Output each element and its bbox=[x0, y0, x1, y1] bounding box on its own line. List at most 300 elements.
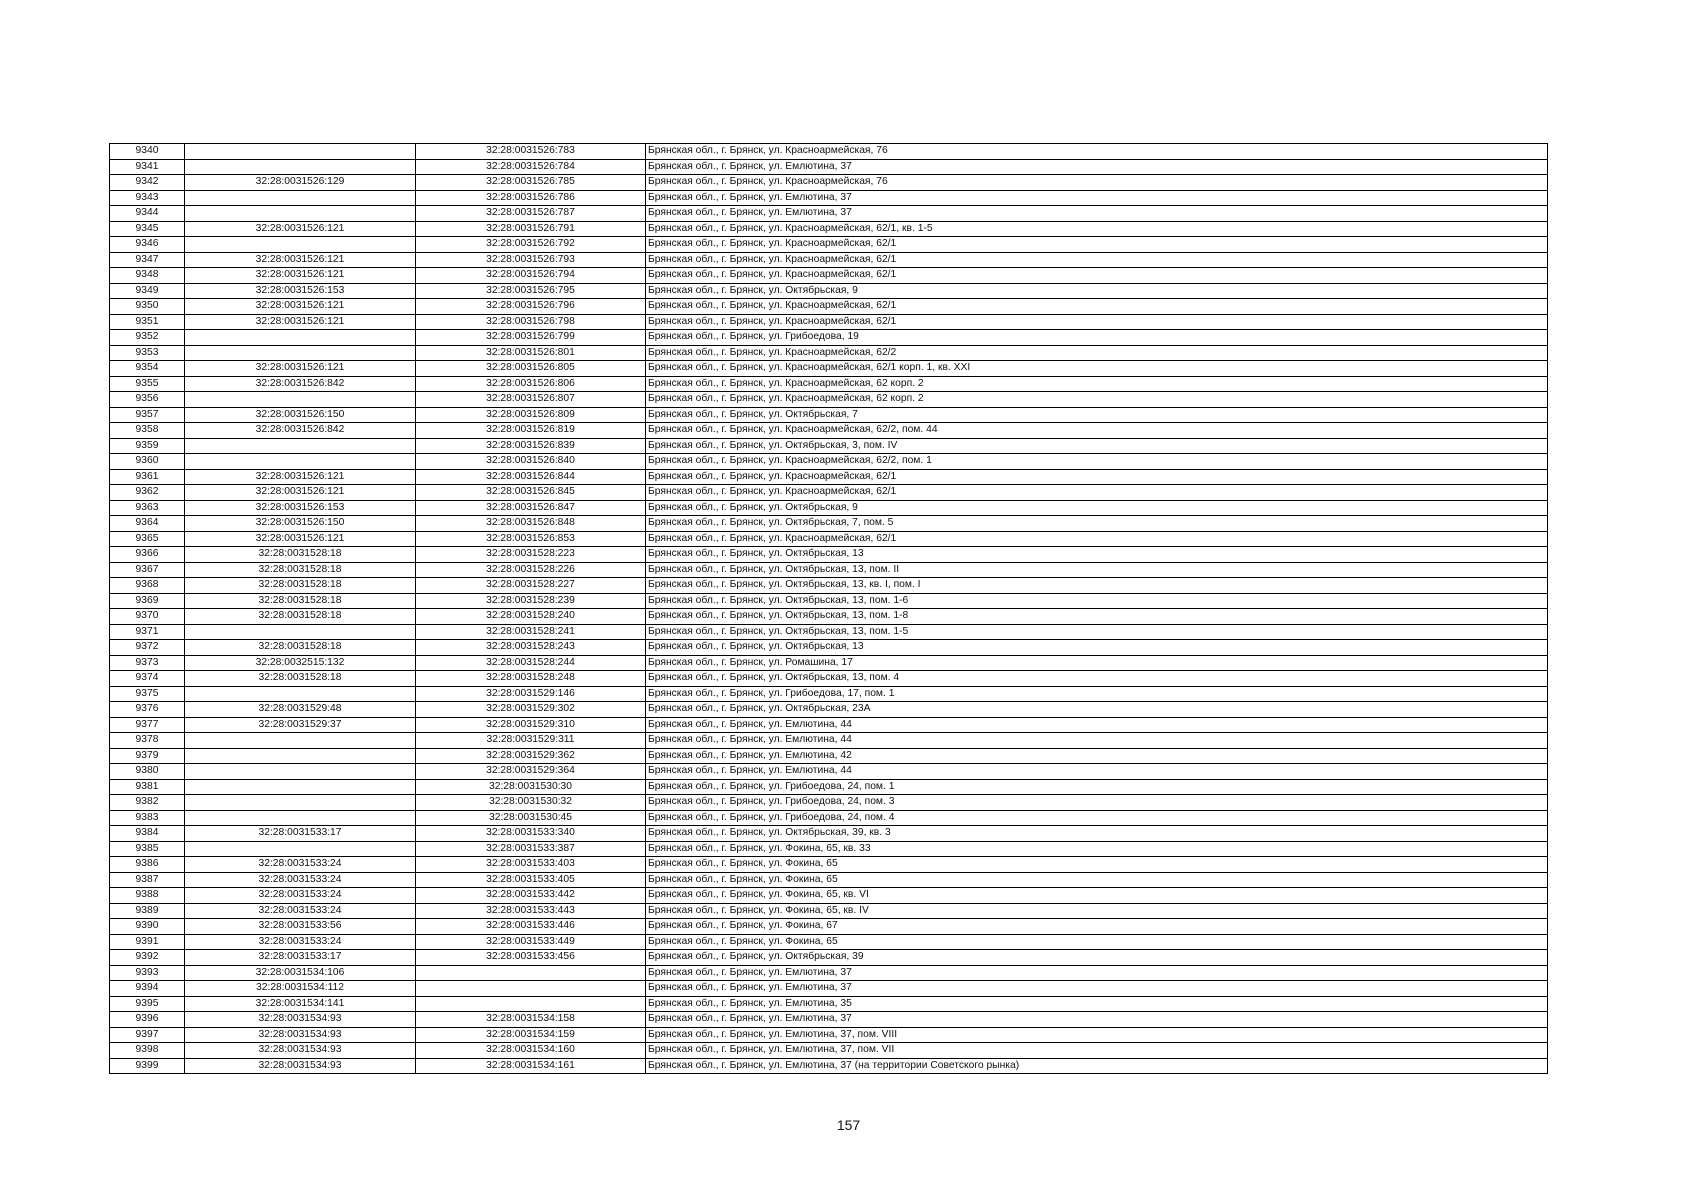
object-cadastral-number-cell: 32:28:0031526:840 bbox=[416, 454, 646, 470]
row-number-cell: 9392 bbox=[110, 950, 185, 966]
land-cadastral-number-cell: 32:28:0031533:56 bbox=[185, 919, 416, 935]
address-cell: Брянская обл., г. Брянск, ул. Красноармейская, 62/1 bbox=[646, 531, 1548, 547]
land-cadastral-number-cell: 32:28:0031528:18 bbox=[185, 578, 416, 594]
object-cadastral-number-cell: 32:28:0031526:785 bbox=[416, 175, 646, 191]
table-row bbox=[110, 190, 1548, 206]
land-cadastral-number-cell bbox=[185, 733, 416, 749]
row-number-cell: 9383 bbox=[110, 810, 185, 826]
object-cadastral-number-cell bbox=[416, 965, 646, 981]
row-number-cell: 9370 bbox=[110, 609, 185, 625]
address-cell: Брянская обл., г. Брянск, ул. Октябрьская, 13, пом. II bbox=[646, 562, 1548, 578]
row-number-cell: 9359 bbox=[110, 438, 185, 454]
land-cadastral-number-cell: 32:28:0031526:153 bbox=[185, 283, 416, 299]
object-cadastral-number-cell: 32:28:0031529:364 bbox=[416, 764, 646, 780]
address-cell: Брянская обл., г. Брянск, ул. Грибоедова, 24, пом. 1 bbox=[646, 779, 1548, 795]
land-cadastral-number-cell bbox=[185, 144, 416, 160]
table-row bbox=[110, 764, 1548, 780]
table-row bbox=[110, 283, 1548, 299]
row-number-cell: 9340 bbox=[110, 144, 185, 160]
land-cadastral-number-cell bbox=[185, 206, 416, 222]
address-cell: Брянская обл., г. Брянск, ул. Октябрьская, 13, пом. 1-8 bbox=[646, 609, 1548, 625]
address-cell: Брянская обл., г. Брянск, ул. Фокина, 65 bbox=[646, 872, 1548, 888]
address-cell: Брянская обл., г. Брянск, ул. Красноармейская, 76 bbox=[646, 175, 1548, 191]
address-cell: Брянская обл., г. Брянск, ул. Октябрьская, 39, кв. 3 bbox=[646, 826, 1548, 842]
table-row bbox=[110, 438, 1548, 454]
row-number-cell: 9355 bbox=[110, 376, 185, 392]
address-cell: Брянская обл., г. Брянск, ул. Красноармейская, 62/1 bbox=[646, 237, 1548, 253]
object-cadastral-number-cell: 32:28:0031530:30 bbox=[416, 779, 646, 795]
address-cell: Брянская обл., г. Брянск, ул. Октябрьская, 23А bbox=[646, 702, 1548, 718]
address-cell: Брянская обл., г. Брянск, ул. Емлютина, 37 bbox=[646, 981, 1548, 997]
object-cadastral-number-cell: 32:28:0031533:405 bbox=[416, 872, 646, 888]
row-number-cell: 9366 bbox=[110, 547, 185, 563]
address-cell: Брянская обл., г. Брянск, ул. Фокина, 65, кв. 33 bbox=[646, 841, 1548, 857]
row-number-cell: 9362 bbox=[110, 485, 185, 501]
table-row bbox=[110, 485, 1548, 501]
address-cell: Брянская обл., г. Брянск, ул. Октябрьская, 13, кв. I, пом. I bbox=[646, 578, 1548, 594]
row-number-cell: 9356 bbox=[110, 392, 185, 408]
address-cell: Брянская обл., г. Брянск, ул. Ромашина, 17 bbox=[646, 655, 1548, 671]
land-cadastral-number-cell: 32:28:0031533:24 bbox=[185, 934, 416, 950]
address-cell: Брянская обл., г. Брянск, ул. Фокина, 65, кв. VI bbox=[646, 888, 1548, 904]
row-number-cell: 9342 bbox=[110, 175, 185, 191]
address-cell: Брянская обл., г. Брянск, ул. Емлютина, 37 (на территории Советского рынка) bbox=[646, 1058, 1548, 1074]
object-cadastral-number-cell: 32:28:0031530:32 bbox=[416, 795, 646, 811]
row-number-cell: 9346 bbox=[110, 237, 185, 253]
table-row bbox=[110, 609, 1548, 625]
object-cadastral-number-cell: 32:28:0031528:241 bbox=[416, 624, 646, 640]
table-row bbox=[110, 671, 1548, 687]
address-cell: Брянская обл., г. Брянск, ул. Красноармейская, 62/2, пом. 1 bbox=[646, 454, 1548, 470]
address-cell: Брянская обл., г. Брянск, ул. Красноармейская, 62/2 bbox=[646, 345, 1548, 361]
address-cell: Брянская обл., г. Брянск, ул. Емлютина, 37 bbox=[646, 159, 1548, 175]
page-number: 157 bbox=[836, 1117, 861, 1133]
row-number-cell: 9390 bbox=[110, 919, 185, 935]
land-cadastral-number-cell bbox=[185, 841, 416, 857]
row-number-cell: 9380 bbox=[110, 764, 185, 780]
object-cadastral-number-cell: 32:28:0031526:809 bbox=[416, 407, 646, 423]
row-number-cell: 9374 bbox=[110, 671, 185, 687]
table-row bbox=[110, 314, 1548, 330]
address-cell: Брянская обл., г. Брянск, ул. Фокина, 65 bbox=[646, 857, 1548, 873]
land-cadastral-number-cell: 32:28:0031534:106 bbox=[185, 965, 416, 981]
row-number-cell: 9365 bbox=[110, 531, 185, 547]
table-row bbox=[110, 981, 1548, 997]
land-cadastral-number-cell bbox=[185, 438, 416, 454]
table-row bbox=[110, 888, 1548, 904]
object-cadastral-number-cell: 32:28:0031526:844 bbox=[416, 469, 646, 485]
land-cadastral-number-cell: 32:28:0031534:93 bbox=[185, 1027, 416, 1043]
row-number-cell: 9379 bbox=[110, 748, 185, 764]
object-cadastral-number-cell: 32:28:0031533:449 bbox=[416, 934, 646, 950]
address-cell: Брянская обл., г. Брянск, ул. Емлютина, 44 bbox=[646, 717, 1548, 733]
object-cadastral-number-cell: 32:28:0031529:310 bbox=[416, 717, 646, 733]
land-cadastral-number-cell: 32:28:0031526:121 bbox=[185, 361, 416, 377]
object-cadastral-number-cell: 32:28:0031528:244 bbox=[416, 655, 646, 671]
land-cadastral-number-cell: 32:28:0031528:18 bbox=[185, 593, 416, 609]
land-cadastral-number-cell: 32:28:0031534:93 bbox=[185, 1043, 416, 1059]
object-cadastral-number-cell: 32:28:0031529:302 bbox=[416, 702, 646, 718]
address-cell: Брянская обл., г. Брянск, ул. Емлютина, 44 bbox=[646, 764, 1548, 780]
land-cadastral-number-cell: 32:28:0031526:129 bbox=[185, 175, 416, 191]
land-cadastral-number-cell: 32:28:0031533:24 bbox=[185, 903, 416, 919]
address-cell: Брянская обл., г. Брянск, ул. Красноармейская, 62/1, кв. 1-5 bbox=[646, 221, 1548, 237]
land-cadastral-number-cell: 32:28:0031534:112 bbox=[185, 981, 416, 997]
object-cadastral-number-cell: 32:28:0031526:807 bbox=[416, 392, 646, 408]
address-cell: Брянская обл., г. Брянск, ул. Октябрьская, 13 bbox=[646, 547, 1548, 563]
row-number-cell: 9368 bbox=[110, 578, 185, 594]
address-cell: Брянская обл., г. Брянск, ул. Красноармейская, 62 корп. 2 bbox=[646, 392, 1548, 408]
land-cadastral-number-cell bbox=[185, 764, 416, 780]
table-row bbox=[110, 1027, 1548, 1043]
address-cell: Брянская обл., г. Брянск, ул. Емлютина, 37 bbox=[646, 190, 1548, 206]
object-cadastral-number-cell: 32:28:0031526:793 bbox=[416, 252, 646, 268]
address-cell: Брянская обл., г. Брянск, ул. Красноармейская, 62/1 bbox=[646, 485, 1548, 501]
object-cadastral-number-cell bbox=[416, 981, 646, 997]
address-cell: Брянская обл., г. Брянск, ул. Октябрьская, 13, пом. 1-5 bbox=[646, 624, 1548, 640]
table-row bbox=[110, 159, 1548, 175]
row-number-cell: 9367 bbox=[110, 562, 185, 578]
land-cadastral-number-cell bbox=[185, 237, 416, 253]
row-number-cell: 9373 bbox=[110, 655, 185, 671]
object-cadastral-number-cell: 32:28:0031533:456 bbox=[416, 950, 646, 966]
table-row bbox=[110, 950, 1548, 966]
table-row bbox=[110, 299, 1548, 315]
land-cadastral-number-cell: 32:28:0031526:150 bbox=[185, 407, 416, 423]
land-cadastral-number-cell: 32:28:0031533:24 bbox=[185, 857, 416, 873]
address-cell: Брянская обл., г. Брянск, ул. Красноармейская, 62/2, пом. 44 bbox=[646, 423, 1548, 439]
object-cadastral-number-cell: 32:28:0031526:847 bbox=[416, 500, 646, 516]
table-row bbox=[110, 872, 1548, 888]
land-cadastral-number-cell: 32:28:0031529:48 bbox=[185, 702, 416, 718]
row-number-cell: 9358 bbox=[110, 423, 185, 439]
address-cell: Брянская обл., г. Брянск, ул. Красноармейская, 62/1 bbox=[646, 252, 1548, 268]
object-cadastral-number-cell: 32:28:0031533:387 bbox=[416, 841, 646, 857]
table-row bbox=[110, 175, 1548, 191]
object-cadastral-number-cell: 32:28:0031526:786 bbox=[416, 190, 646, 206]
address-cell: Брянская обл., г. Брянск, ул. Емлютина, 44 bbox=[646, 733, 1548, 749]
land-cadastral-number-cell bbox=[185, 748, 416, 764]
land-cadastral-number-cell: 32:28:0031528:18 bbox=[185, 562, 416, 578]
address-cell: Брянская обл., г. Брянск, ул. Емлютина, 42 bbox=[646, 748, 1548, 764]
row-number-cell: 9376 bbox=[110, 702, 185, 718]
table-row bbox=[110, 733, 1548, 749]
object-cadastral-number-cell: 32:28:0031528:243 bbox=[416, 640, 646, 656]
object-cadastral-number-cell: 32:28:0031526:792 bbox=[416, 237, 646, 253]
land-cadastral-number-cell: 32:28:0031526:121 bbox=[185, 469, 416, 485]
object-cadastral-number-cell: 32:28:0031528:239 bbox=[416, 593, 646, 609]
address-cell: Брянская обл., г. Брянск, ул. Грибоедова, 24, пом. 4 bbox=[646, 810, 1548, 826]
table-row bbox=[110, 593, 1548, 609]
object-cadastral-number-cell: 32:28:0031526:791 bbox=[416, 221, 646, 237]
land-cadastral-number-cell: 32:28:0031526:842 bbox=[185, 423, 416, 439]
land-cadastral-number-cell bbox=[185, 392, 416, 408]
address-cell: Брянская обл., г. Брянск, ул. Октябрьская, 7, пом. 5 bbox=[646, 516, 1548, 532]
object-cadastral-number-cell: 32:28:0031533:446 bbox=[416, 919, 646, 935]
object-cadastral-number-cell: 32:28:0031526:787 bbox=[416, 206, 646, 222]
object-cadastral-number-cell: 32:28:0031526:796 bbox=[416, 299, 646, 315]
row-number-cell: 9372 bbox=[110, 640, 185, 656]
registry-table-body bbox=[110, 144, 1548, 1074]
row-number-cell: 9397 bbox=[110, 1027, 185, 1043]
object-cadastral-number-cell: 32:28:0031534:160 bbox=[416, 1043, 646, 1059]
address-cell: Брянская обл., г. Брянск, ул. Октябрьская, 13 bbox=[646, 640, 1548, 656]
row-number-cell: 9345 bbox=[110, 221, 185, 237]
object-cadastral-number-cell: 32:28:0031526:853 bbox=[416, 531, 646, 547]
table-row bbox=[110, 423, 1548, 439]
object-cadastral-number-cell: 32:28:0031526:795 bbox=[416, 283, 646, 299]
object-cadastral-number-cell: 32:28:0031526:798 bbox=[416, 314, 646, 330]
row-number-cell: 9371 bbox=[110, 624, 185, 640]
land-cadastral-number-cell: 32:28:0031526:121 bbox=[185, 485, 416, 501]
table-row bbox=[110, 934, 1548, 950]
address-cell: Брянская обл., г. Брянск, ул. Октябрьская, 39 bbox=[646, 950, 1548, 966]
address-cell: Брянская обл., г. Брянск, ул. Грибоедова, 17, пом. 1 bbox=[646, 686, 1548, 702]
land-cadastral-number-cell: 32:28:0031533:24 bbox=[185, 872, 416, 888]
table-row bbox=[110, 826, 1548, 842]
row-number-cell: 9388 bbox=[110, 888, 185, 904]
row-number-cell: 9387 bbox=[110, 872, 185, 888]
row-number-cell: 9360 bbox=[110, 454, 185, 470]
row-number-cell: 9353 bbox=[110, 345, 185, 361]
land-cadastral-number-cell: 32:28:0031528:18 bbox=[185, 640, 416, 656]
land-cadastral-number-cell bbox=[185, 345, 416, 361]
table-row bbox=[110, 810, 1548, 826]
table-row bbox=[110, 252, 1548, 268]
land-cadastral-number-cell: 32:28:0031526:121 bbox=[185, 252, 416, 268]
address-cell: Брянская обл., г. Брянск, ул. Емлютина, 37, пом. VII bbox=[646, 1043, 1548, 1059]
land-cadastral-number-cell: 32:28:0032515:132 bbox=[185, 655, 416, 671]
address-cell: Брянская обл., г. Брянск, ул. Емлютина, 37 bbox=[646, 1012, 1548, 1028]
object-cadastral-number-cell: 32:28:0031533:442 bbox=[416, 888, 646, 904]
object-cadastral-number-cell: 32:28:0031528:226 bbox=[416, 562, 646, 578]
address-cell: Брянская обл., г. Брянск, ул. Октябрьская, 7 bbox=[646, 407, 1548, 423]
object-cadastral-number-cell: 32:28:0031534:161 bbox=[416, 1058, 646, 1074]
land-cadastral-number-cell: 32:28:0031528:18 bbox=[185, 671, 416, 687]
object-cadastral-number-cell: 32:28:0031534:158 bbox=[416, 1012, 646, 1028]
object-cadastral-number-cell: 32:28:0031533:403 bbox=[416, 857, 646, 873]
land-cadastral-number-cell: 32:28:0031533:24 bbox=[185, 888, 416, 904]
row-number-cell: 9343 bbox=[110, 190, 185, 206]
address-cell: Брянская обл., г. Брянск, ул. Красноармейская, 62/1 bbox=[646, 299, 1548, 315]
table-row bbox=[110, 857, 1548, 873]
object-cadastral-number-cell: 32:28:0031529:362 bbox=[416, 748, 646, 764]
address-cell: Брянская обл., г. Брянск, ул. Октябрьская, 3, пом. IV bbox=[646, 438, 1548, 454]
land-cadastral-number-cell: 32:28:0031526:121 bbox=[185, 268, 416, 284]
object-cadastral-number-cell bbox=[416, 996, 646, 1012]
row-number-cell: 9352 bbox=[110, 330, 185, 346]
object-cadastral-number-cell: 32:28:0031528:240 bbox=[416, 609, 646, 625]
table-row bbox=[110, 330, 1548, 346]
object-cadastral-number-cell: 32:28:0031528:248 bbox=[416, 671, 646, 687]
table-row bbox=[110, 206, 1548, 222]
address-cell: Брянская обл., г. Брянск, ул. Октябрьская, 13, пом. 4 bbox=[646, 671, 1548, 687]
land-cadastral-number-cell bbox=[185, 779, 416, 795]
table-row bbox=[110, 578, 1548, 594]
object-cadastral-number-cell: 32:28:0031526:784 bbox=[416, 159, 646, 175]
table-row bbox=[110, 996, 1548, 1012]
table-row bbox=[110, 221, 1548, 237]
row-number-cell: 9369 bbox=[110, 593, 185, 609]
table-row bbox=[110, 531, 1548, 547]
address-cell: Брянская обл., г. Брянск, ул. Емлютина, 37 bbox=[646, 206, 1548, 222]
row-number-cell: 9399 bbox=[110, 1058, 185, 1074]
row-number-cell: 9351 bbox=[110, 314, 185, 330]
table-row bbox=[110, 361, 1548, 377]
table-row bbox=[110, 376, 1548, 392]
object-cadastral-number-cell: 32:28:0031526:801 bbox=[416, 345, 646, 361]
table-row bbox=[110, 748, 1548, 764]
land-cadastral-number-cell: 32:28:0031534:93 bbox=[185, 1012, 416, 1028]
table-row bbox=[110, 516, 1548, 532]
address-cell: Брянская обл., г. Брянск, ул. Красноармейская, 62 корп. 2 bbox=[646, 376, 1548, 392]
table-row bbox=[110, 562, 1548, 578]
row-number-cell: 9385 bbox=[110, 841, 185, 857]
object-cadastral-number-cell: 32:28:0031526:839 bbox=[416, 438, 646, 454]
row-number-cell: 9382 bbox=[110, 795, 185, 811]
land-cadastral-number-cell: 32:28:0031526:121 bbox=[185, 531, 416, 547]
row-number-cell: 9348 bbox=[110, 268, 185, 284]
row-number-cell: 9391 bbox=[110, 934, 185, 950]
table-row bbox=[110, 268, 1548, 284]
address-cell: Брянская обл., г. Брянск, ул. Емлютина, 37, пом. VIII bbox=[646, 1027, 1548, 1043]
land-cadastral-number-cell bbox=[185, 624, 416, 640]
land-cadastral-number-cell: 32:28:0031526:121 bbox=[185, 314, 416, 330]
land-cadastral-number-cell bbox=[185, 795, 416, 811]
land-cadastral-number-cell: 32:28:0031526:842 bbox=[185, 376, 416, 392]
row-number-cell: 9393 bbox=[110, 965, 185, 981]
row-number-cell: 9378 bbox=[110, 733, 185, 749]
table-row bbox=[110, 345, 1548, 361]
address-cell: Брянская обл., г. Брянск, ул. Грибоедова, 24, пом. 3 bbox=[646, 795, 1548, 811]
address-cell: Брянская обл., г. Брянск, ул. Емлютина, 37 bbox=[646, 965, 1548, 981]
address-cell: Брянская обл., г. Брянск, ул. Октябрьская, 13, пом. 1-6 bbox=[646, 593, 1548, 609]
table-row bbox=[110, 469, 1548, 485]
table-row bbox=[110, 903, 1548, 919]
address-cell: Брянская обл., г. Брянск, ул. Грибоедова, 19 bbox=[646, 330, 1548, 346]
table-row bbox=[110, 392, 1548, 408]
object-cadastral-number-cell: 32:28:0031530:45 bbox=[416, 810, 646, 826]
row-number-cell: 9389 bbox=[110, 903, 185, 919]
address-cell: Брянская обл., г. Брянск, ул. Фокина, 65, кв. IV bbox=[646, 903, 1548, 919]
address-cell: Брянская обл., г. Брянск, ул. Фокина, 65 bbox=[646, 934, 1548, 950]
land-cadastral-number-cell: 32:28:0031534:141 bbox=[185, 996, 416, 1012]
row-number-cell: 9384 bbox=[110, 826, 185, 842]
table-row bbox=[110, 686, 1548, 702]
table-row bbox=[110, 1058, 1548, 1074]
address-cell: Брянская обл., г. Брянск, ул. Октябрьская, 9 bbox=[646, 283, 1548, 299]
row-number-cell: 9381 bbox=[110, 779, 185, 795]
address-cell: Брянская обл., г. Брянск, ул. Красноармейская, 62/1 корп. 1, кв. XXI bbox=[646, 361, 1548, 377]
object-cadastral-number-cell: 32:28:0031529:311 bbox=[416, 733, 646, 749]
table-row bbox=[110, 655, 1548, 671]
land-cadastral-number-cell: 32:28:0031526:153 bbox=[185, 500, 416, 516]
land-cadastral-number-cell bbox=[185, 330, 416, 346]
row-number-cell: 9377 bbox=[110, 717, 185, 733]
address-cell: Брянская обл., г. Брянск, ул. Фокина, 67 bbox=[646, 919, 1548, 935]
row-number-cell: 9386 bbox=[110, 857, 185, 873]
land-cadastral-number-cell bbox=[185, 190, 416, 206]
table-row bbox=[110, 1012, 1548, 1028]
object-cadastral-number-cell: 32:28:0031526:794 bbox=[416, 268, 646, 284]
table-row bbox=[110, 1043, 1548, 1059]
address-cell: Брянская обл., г. Брянск, ул. Красноармейская, 62/1 bbox=[646, 268, 1548, 284]
row-number-cell: 9354 bbox=[110, 361, 185, 377]
table-row bbox=[110, 407, 1548, 423]
row-number-cell: 9375 bbox=[110, 686, 185, 702]
land-cadastral-number-cell: 32:28:0031526:121 bbox=[185, 299, 416, 315]
object-cadastral-number-cell: 32:28:0031526:805 bbox=[416, 361, 646, 377]
table-row bbox=[110, 779, 1548, 795]
table-row bbox=[110, 965, 1548, 981]
row-number-cell: 9396 bbox=[110, 1012, 185, 1028]
row-number-cell: 9395 bbox=[110, 996, 185, 1012]
land-cadastral-number-cell bbox=[185, 810, 416, 826]
row-number-cell: 9361 bbox=[110, 469, 185, 485]
object-cadastral-number-cell: 32:28:0031526:799 bbox=[416, 330, 646, 346]
object-cadastral-number-cell: 32:28:0031526:848 bbox=[416, 516, 646, 532]
row-number-cell: 9350 bbox=[110, 299, 185, 315]
table-row bbox=[110, 795, 1548, 811]
land-cadastral-number-cell bbox=[185, 686, 416, 702]
table-row bbox=[110, 547, 1548, 563]
land-cadastral-number-cell: 32:28:0031533:17 bbox=[185, 950, 416, 966]
row-number-cell: 9344 bbox=[110, 206, 185, 222]
table-row bbox=[110, 500, 1548, 516]
land-cadastral-number-cell: 32:28:0031526:121 bbox=[185, 221, 416, 237]
object-cadastral-number-cell: 32:28:0031529:146 bbox=[416, 686, 646, 702]
land-cadastral-number-cell: 32:28:0031529:37 bbox=[185, 717, 416, 733]
table-row bbox=[110, 144, 1548, 160]
object-cadastral-number-cell: 32:28:0031528:227 bbox=[416, 578, 646, 594]
table-row bbox=[110, 454, 1548, 470]
row-number-cell: 9341 bbox=[110, 159, 185, 175]
land-cadastral-number-cell: 32:28:0031528:18 bbox=[185, 547, 416, 563]
address-cell: Брянская обл., г. Брянск, ул. Красноармейская, 62/1 bbox=[646, 469, 1548, 485]
row-number-cell: 9394 bbox=[110, 981, 185, 997]
row-number-cell: 9349 bbox=[110, 283, 185, 299]
object-cadastral-number-cell: 32:28:0031533:443 bbox=[416, 903, 646, 919]
table-row bbox=[110, 702, 1548, 718]
object-cadastral-number-cell: 32:28:0031533:340 bbox=[416, 826, 646, 842]
object-cadastral-number-cell: 32:28:0031528:223 bbox=[416, 547, 646, 563]
row-number-cell: 9398 bbox=[110, 1043, 185, 1059]
land-cadastral-number-cell: 32:28:0031528:18 bbox=[185, 609, 416, 625]
land-cadastral-number-cell: 32:28:0031534:93 bbox=[185, 1058, 416, 1074]
land-cadastral-number-cell: 32:28:0031526:150 bbox=[185, 516, 416, 532]
object-cadastral-number-cell: 32:28:0031526:845 bbox=[416, 485, 646, 501]
row-number-cell: 9363 bbox=[110, 500, 185, 516]
address-cell: Брянская обл., г. Брянск, ул. Емлютина, 35 bbox=[646, 996, 1548, 1012]
address-cell: Брянская обл., г. Брянск, ул. Красноармейская, 76 bbox=[646, 144, 1548, 160]
table-row bbox=[110, 237, 1548, 253]
land-cadastral-number-cell bbox=[185, 159, 416, 175]
table-row bbox=[110, 717, 1548, 733]
address-cell: Брянская обл., г. Брянск, ул. Октябрьская, 9 bbox=[646, 500, 1548, 516]
land-cadastral-number-cell bbox=[185, 454, 416, 470]
row-number-cell: 9357 bbox=[110, 407, 185, 423]
row-number-cell: 9347 bbox=[110, 252, 185, 268]
address-cell: Брянская обл., г. Брянск, ул. Красноармейская, 62/1 bbox=[646, 314, 1548, 330]
table-row bbox=[110, 919, 1548, 935]
object-cadastral-number-cell: 32:28:0031526:806 bbox=[416, 376, 646, 392]
registry-table bbox=[109, 143, 1548, 1074]
object-cadastral-number-cell: 32:28:0031534:159 bbox=[416, 1027, 646, 1043]
table-row bbox=[110, 640, 1548, 656]
land-cadastral-number-cell: 32:28:0031533:17 bbox=[185, 826, 416, 842]
object-cadastral-number-cell: 32:28:0031526:819 bbox=[416, 423, 646, 439]
table-row bbox=[110, 624, 1548, 640]
